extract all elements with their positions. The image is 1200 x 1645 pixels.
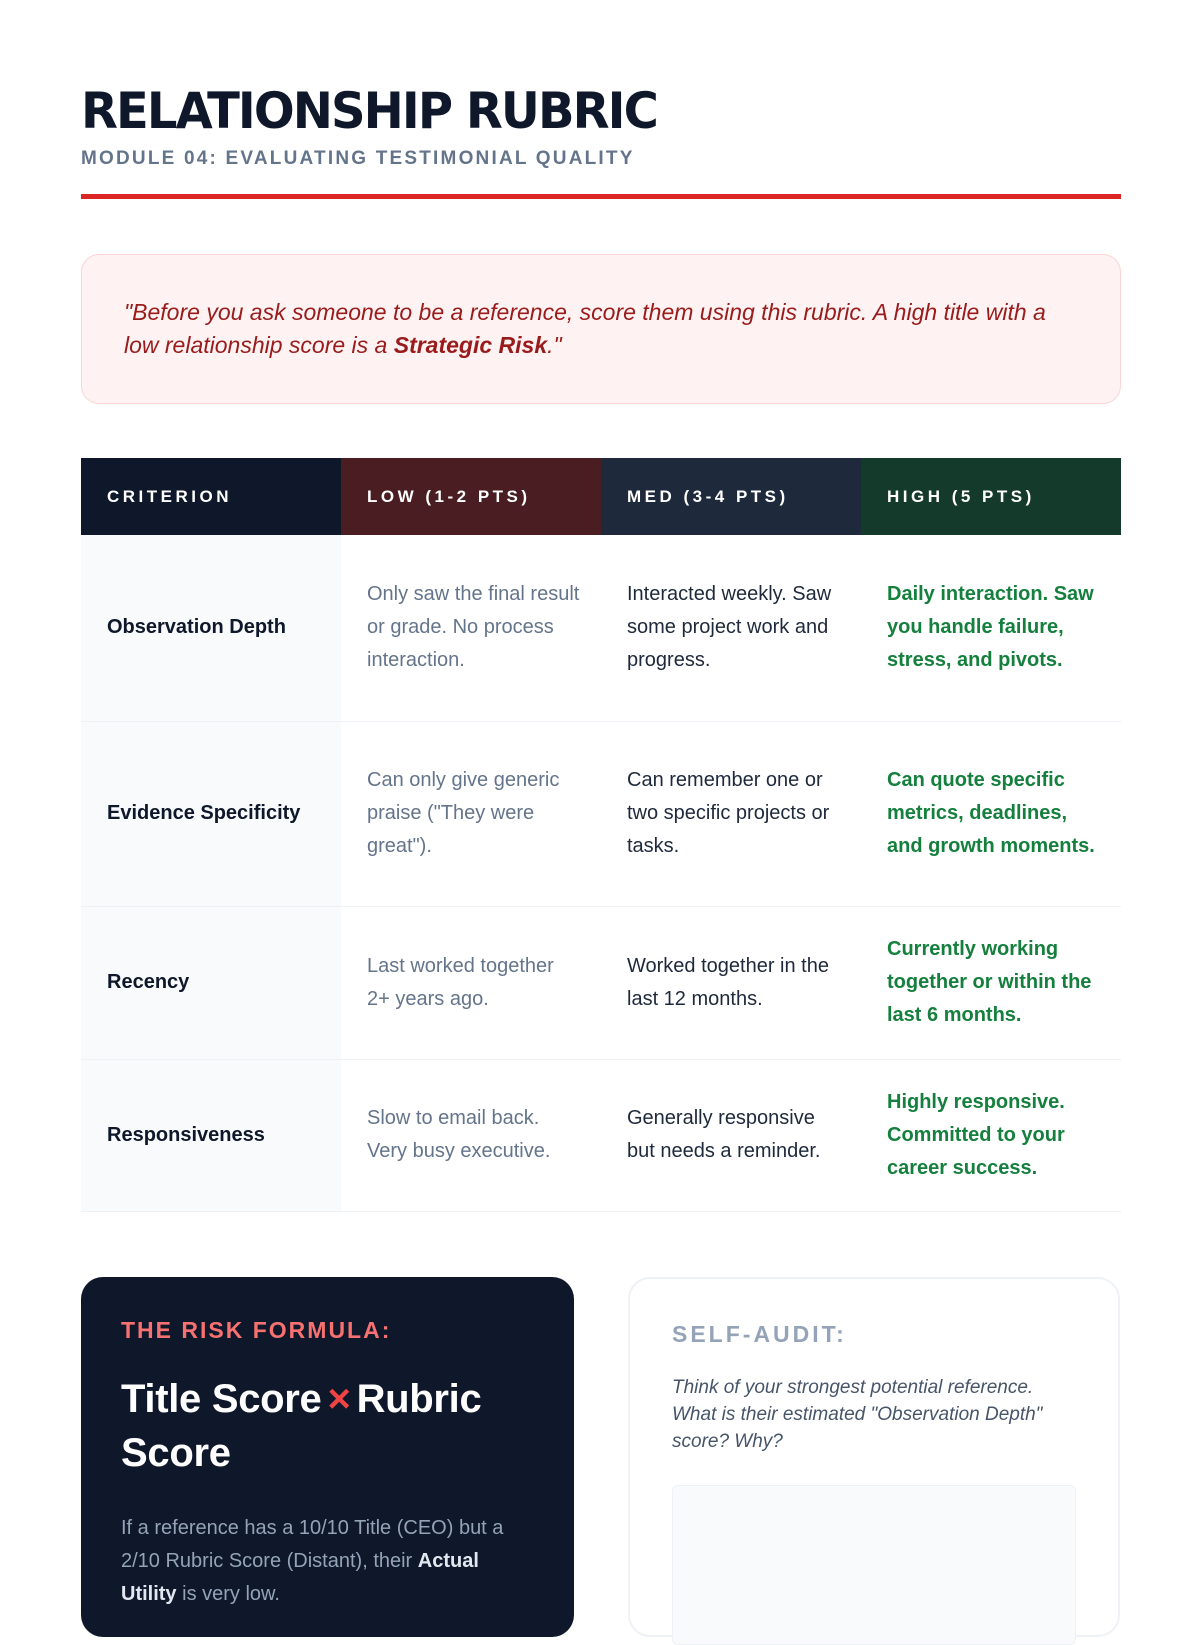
table-row — [81, 535, 1121, 721]
criterion-cell: Evidence Specificity — [81, 721, 341, 906]
low-cell: Only saw the final result or grade. No process interaction. — [341, 535, 601, 721]
low-cell: Can only give generic praise ("They were great"). — [341, 721, 601, 906]
med-cell: Worked together in the last 12 months. — [601, 906, 861, 1059]
high-cell: Daily interaction. Saw you handle failure, stress, and pivots. — [861, 535, 1121, 721]
criterion-cell: Responsiveness — [81, 1059, 341, 1211]
formula-heading: THE RISK FORMULA: — [121, 1317, 392, 1343]
rubric-table — [81, 458, 1121, 1212]
quote-emphasis: Strategic Risk — [393, 332, 548, 358]
high-cell: Can quote specific metrics, deadlines, and growth moments. — [861, 721, 1121, 906]
self-audit-card — [628, 1277, 1120, 1637]
high-cell: Highly responsive. Committed to your career success. — [861, 1059, 1121, 1211]
quote-text-after: ." — [547, 332, 562, 358]
low-cell: Last worked together 2+ years ago. — [341, 906, 601, 1059]
formula-body-text: If a reference has a 10/10 Title (CEO) but a 2/10 Rubric Score (Distant), their — [121, 1517, 504, 1572]
table-row — [81, 721, 1121, 906]
quote-text-before: "Before you ask someone to be a reference, score them using this rubric. A high title with a low relationship score is a — [124, 299, 1046, 358]
table-header-row — [81, 458, 1121, 535]
med-cell: Generally responsive but needs a reminder. — [601, 1059, 861, 1211]
criterion-cell: Recency — [81, 906, 341, 1059]
self-audit-answer-field[interactable] — [672, 1485, 1076, 1645]
high-cell: Currently working together or within the last 6 months. — [861, 906, 1121, 1059]
quote-callout — [81, 254, 1121, 404]
formula-term-rubric: Rubric Score — [121, 1377, 482, 1475]
page-subtitle: MODULE 04: EVALUATING TESTIMONIAL QUALITY — [81, 148, 635, 169]
multiply-icon: × — [327, 1377, 351, 1421]
med-cell: Can remember one or two specific projects or tasks. — [601, 721, 861, 906]
formula-body-tail: is very low. — [176, 1583, 280, 1605]
header-high: HIGH (5 PTS) — [861, 458, 1121, 535]
header-low: LOW (1-2 PTS) — [341, 458, 601, 535]
header-med: MED (3-4 PTS) — [601, 458, 861, 535]
header-divider — [81, 194, 1121, 199]
formula-term-title: Title Score — [121, 1377, 322, 1421]
table-row — [81, 906, 1121, 1059]
page-header — [81, 82, 1121, 170]
formula-body-emphasis: Actual Utility — [121, 1550, 479, 1605]
table-row — [81, 1059, 1121, 1211]
med-cell: Interacted weekly. Saw some project work and progress. — [601, 535, 861, 721]
low-cell: Slow to email back. Very busy executive. — [341, 1059, 601, 1211]
criterion-cell: Observation Depth — [81, 535, 341, 721]
risk-formula-card — [81, 1277, 574, 1637]
self-audit-prompt: Think of your strongest potential reference. What is their estimated "Observation Depth" score? Why? — [672, 1377, 1043, 1452]
self-audit-heading: SELF-AUDIT: — [672, 1321, 847, 1347]
header-criterion: CRITERION — [81, 458, 341, 535]
formula-explanation — [121, 1512, 534, 1611]
page-title: RELATIONSHIP RUBRIC — [81, 82, 657, 140]
formula-expression — [121, 1372, 534, 1480]
